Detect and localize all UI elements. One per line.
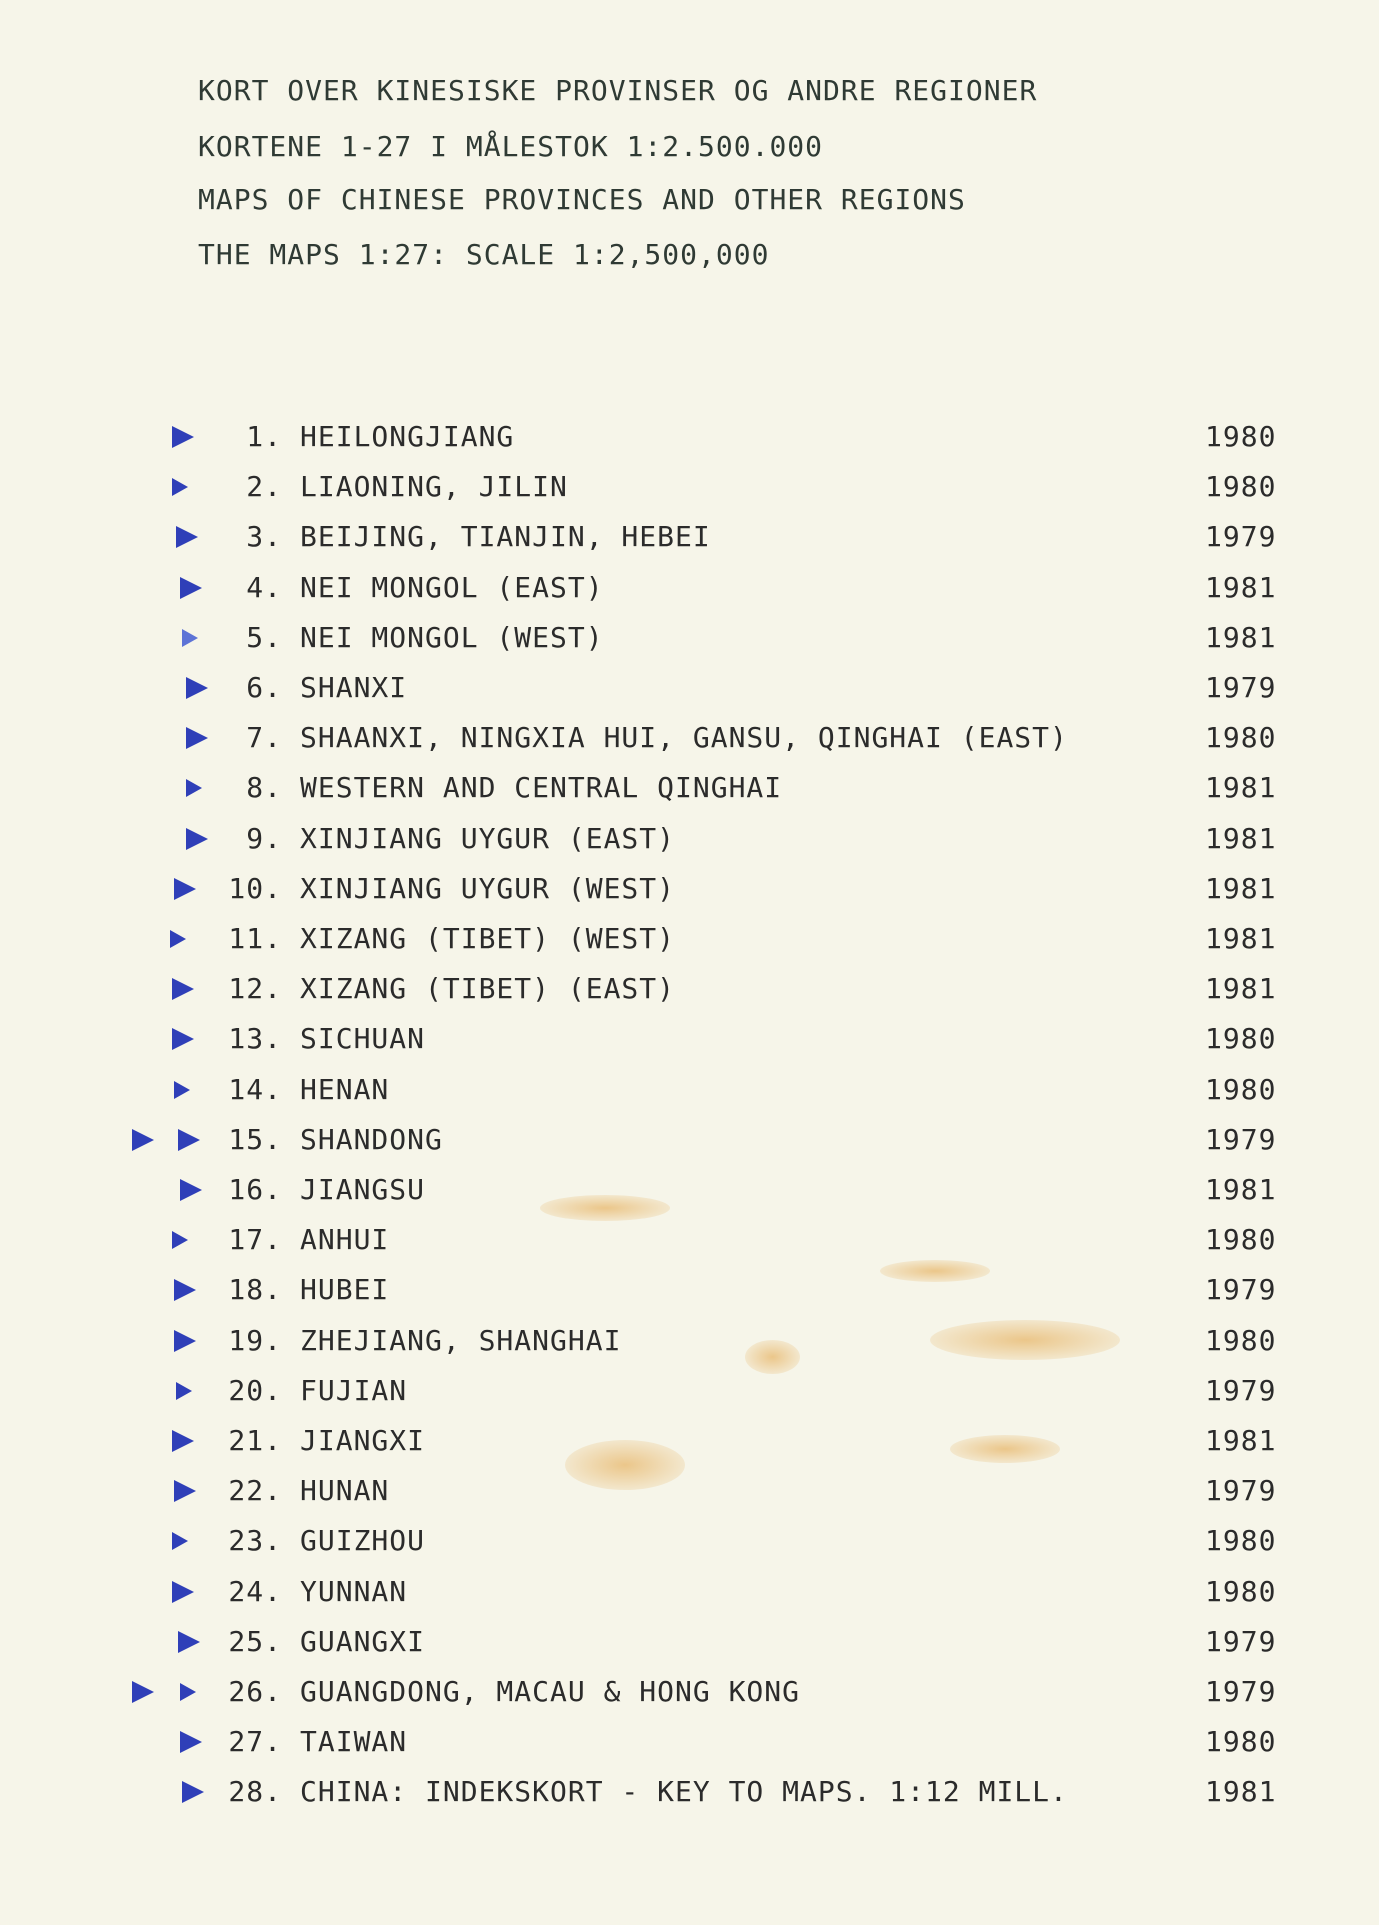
map-year: 1981: [1205, 1173, 1277, 1206]
stain-mark: [950, 1435, 1060, 1463]
tick-mark-icon: [178, 1129, 200, 1151]
map-number: 27.: [228, 1725, 282, 1759]
map-year: 1981: [1205, 570, 1277, 604]
map-number: 28.: [228, 1775, 282, 1809]
map-number: 16.: [228, 1173, 282, 1206]
list-item: [0, 1223, 1379, 1263]
map-year: 1979: [1205, 1474, 1277, 1508]
map-number: 14.: [228, 1072, 282, 1106]
map-year: 1979: [1205, 671, 1277, 704]
map-year: 1981: [1205, 1775, 1277, 1809]
map-year: 1980: [1205, 420, 1277, 453]
tick-mark-icon: [182, 629, 198, 647]
tick-mark-icon: [180, 577, 202, 599]
map-number: 2.: [246, 470, 282, 504]
tick-mark-icon: [180, 1683, 196, 1701]
map-region-name: JIANGSU: [300, 1173, 426, 1206]
map-number: 1.: [246, 420, 282, 453]
tick-mark-icon: [174, 1330, 196, 1352]
list-item: [0, 470, 1379, 510]
title-english: MAPS OF CHINESE PROVINCES AND OTHER REGIONS: [198, 183, 966, 216]
map-number: 5.: [246, 620, 282, 654]
tick-mark-icon: [172, 1430, 194, 1452]
map-region-name: SHAANXI, NINGXIA HUI, GANSU, QINGHAI (EAST): [300, 721, 1068, 755]
list-item: [0, 1625, 1379, 1665]
extra-tick-mark-icon: [132, 1129, 154, 1151]
map-year: 1981: [1205, 922, 1277, 955]
map-region-name: TAIWAN: [300, 1725, 408, 1759]
map-year: 1980: [1205, 1223, 1277, 1257]
map-region-name: SICHUAN: [300, 1022, 426, 1056]
map-year: 1980: [1205, 721, 1277, 755]
map-year: 1981: [1205, 771, 1277, 805]
tick-mark-icon: [172, 1028, 194, 1050]
map-number: 21.: [228, 1424, 282, 1457]
tick-mark-icon: [174, 1480, 196, 1502]
title-danish: KORT OVER KINESISKE PROVINSER OG ANDRE REGIONER: [198, 74, 1038, 107]
map-region-name: SHANDONG: [300, 1122, 443, 1156]
map-number: 12.: [228, 972, 282, 1006]
list-item: [0, 972, 1379, 1012]
list-item: [0, 1022, 1379, 1062]
tick-mark-icon: [170, 930, 186, 948]
list-item: [0, 520, 1379, 560]
map-year: 1980: [1205, 1022, 1277, 1056]
list-item: [0, 420, 1379, 460]
tick-mark-icon: [172, 1231, 188, 1249]
list-item: [0, 571, 1379, 611]
stain-mark: [880, 1260, 990, 1282]
tick-mark-icon: [172, 978, 194, 1000]
tick-mark-icon: [176, 1382, 192, 1400]
list-item: [0, 1474, 1379, 1514]
stain-mark: [565, 1440, 685, 1490]
tick-mark-icon: [174, 1279, 196, 1301]
map-region-name: NEI MONGOL (WEST): [300, 620, 604, 654]
list-item: [0, 1524, 1379, 1564]
map-region-name: SHANXI: [300, 671, 408, 704]
map-region-name: FUJIAN: [300, 1373, 408, 1407]
map-number: 11.: [228, 922, 282, 955]
map-region-name: XIZANG (TIBET) (EAST): [300, 972, 676, 1006]
tick-mark-icon: [172, 1532, 188, 1550]
map-number: 26.: [228, 1675, 282, 1708]
map-year: 1980: [1205, 1524, 1277, 1558]
map-year: 1979: [1205, 520, 1277, 554]
extra-tick-mark-icon: [132, 1681, 154, 1703]
list-item: [0, 922, 1379, 962]
stain-mark: [930, 1320, 1120, 1360]
map-number: 9.: [246, 821, 282, 855]
scale-english: THE MAPS 1:27: SCALE 1:2,500,000: [198, 238, 770, 271]
map-region-name: HEILONGJIANG: [300, 420, 515, 453]
map-year: 1980: [1205, 1574, 1277, 1608]
list-item: [0, 1273, 1379, 1313]
map-year: 1981: [1205, 1424, 1277, 1457]
tick-mark-icon: [172, 478, 188, 496]
tick-mark-icon: [178, 1631, 200, 1653]
stain-mark: [745, 1340, 800, 1374]
map-number: 25.: [228, 1624, 282, 1658]
map-number: 8.: [246, 771, 282, 805]
list-item: [0, 1575, 1379, 1615]
tick-mark-icon: [186, 779, 202, 797]
list-item: [0, 1374, 1379, 1414]
list-item: [0, 822, 1379, 862]
map-number: 22.: [228, 1474, 282, 1508]
map-number: 7.: [246, 721, 282, 755]
map-year: 1979: [1205, 1273, 1277, 1307]
list-item: [0, 1675, 1379, 1715]
tick-mark-icon: [186, 727, 208, 749]
map-region-name: XINJIANG UYGUR (WEST): [300, 871, 676, 905]
map-region-name: XINJIANG UYGUR (EAST): [300, 821, 676, 855]
map-region-name: HUBEI: [300, 1273, 390, 1307]
map-number: 10.: [228, 871, 282, 905]
tick-mark-icon: [186, 677, 208, 699]
map-number: 19.: [228, 1323, 282, 1357]
tick-mark-icon: [180, 1179, 202, 1201]
map-region-name: JIANGXI: [300, 1424, 426, 1457]
map-region-name: HUNAN: [300, 1474, 390, 1508]
tick-mark-icon: [180, 1731, 202, 1753]
list-item: [0, 721, 1379, 761]
list-item: [0, 1775, 1379, 1815]
map-number: 3.: [246, 520, 282, 554]
map-year: 1980: [1205, 1323, 1277, 1357]
map-region-name: GUANGDONG, MACAU & HONG KONG: [300, 1675, 801, 1708]
map-year: 1980: [1205, 1072, 1277, 1106]
map-year: 1980: [1205, 1725, 1277, 1759]
map-region-name: CHINA: INDEKSKORT - KEY TO MAPS. 1:12 MILL.: [300, 1775, 1068, 1809]
map-region-name: LIAONING, JILIN: [300, 470, 568, 504]
tick-mark-icon: [174, 1081, 190, 1099]
tick-mark-icon: [182, 1781, 204, 1803]
map-year: 1979: [1205, 1122, 1277, 1156]
map-region-name: XIZANG (TIBET) (WEST): [300, 922, 676, 955]
stain-mark: [540, 1195, 670, 1221]
tick-mark-icon: [186, 828, 208, 850]
list-item: [0, 1324, 1379, 1364]
map-year: 1979: [1205, 1624, 1277, 1658]
map-region-name: GUIZHOU: [300, 1524, 426, 1558]
map-region-name: WESTERN AND CENTRAL QINGHAI: [300, 771, 783, 805]
map-number: 20.: [228, 1373, 282, 1407]
list-item: [0, 1725, 1379, 1765]
map-year: 1979: [1205, 1373, 1277, 1407]
map-year: 1979: [1205, 1675, 1277, 1708]
map-number: 17.: [228, 1223, 282, 1257]
map-number: 13.: [228, 1022, 282, 1056]
map-region-name: ANHUI: [300, 1223, 390, 1257]
map-year: 1980: [1205, 470, 1277, 504]
list-item: [0, 671, 1379, 711]
map-year: 1981: [1205, 620, 1277, 654]
list-item: [0, 1123, 1379, 1163]
list-item: [0, 1424, 1379, 1464]
map-region-name: YUNNAN: [300, 1574, 408, 1608]
tick-mark-icon: [172, 426, 194, 448]
list-item: [0, 1173, 1379, 1213]
map-number: 18.: [228, 1273, 282, 1307]
list-item: [0, 771, 1379, 811]
map-region-name: HENAN: [300, 1072, 390, 1106]
map-region-name: NEI MONGOL (EAST): [300, 570, 604, 604]
list-item: [0, 1073, 1379, 1113]
map-region-name: GUANGXI: [300, 1624, 426, 1658]
map-number: 15.: [228, 1122, 282, 1156]
map-number: 23.: [228, 1524, 282, 1558]
tick-mark-icon: [172, 1581, 194, 1603]
map-year: 1981: [1205, 871, 1277, 905]
tick-mark-icon: [174, 878, 196, 900]
map-number: 6.: [246, 671, 282, 704]
tick-mark-icon: [176, 526, 198, 548]
map-region-name: ZHEJIANG, SHANGHAI: [300, 1323, 622, 1357]
map-number: 24.: [228, 1574, 282, 1608]
map-year: 1981: [1205, 821, 1277, 855]
list-item: [0, 872, 1379, 912]
map-number: 4.: [246, 570, 282, 604]
map-region-name: BEIJING, TIANJIN, HEBEI: [300, 520, 711, 554]
scale-danish: KORTENE 1-27 I MÅLESTOK 1:2.500.000: [198, 130, 824, 163]
list-item: [0, 621, 1379, 661]
map-year: 1981: [1205, 972, 1277, 1006]
